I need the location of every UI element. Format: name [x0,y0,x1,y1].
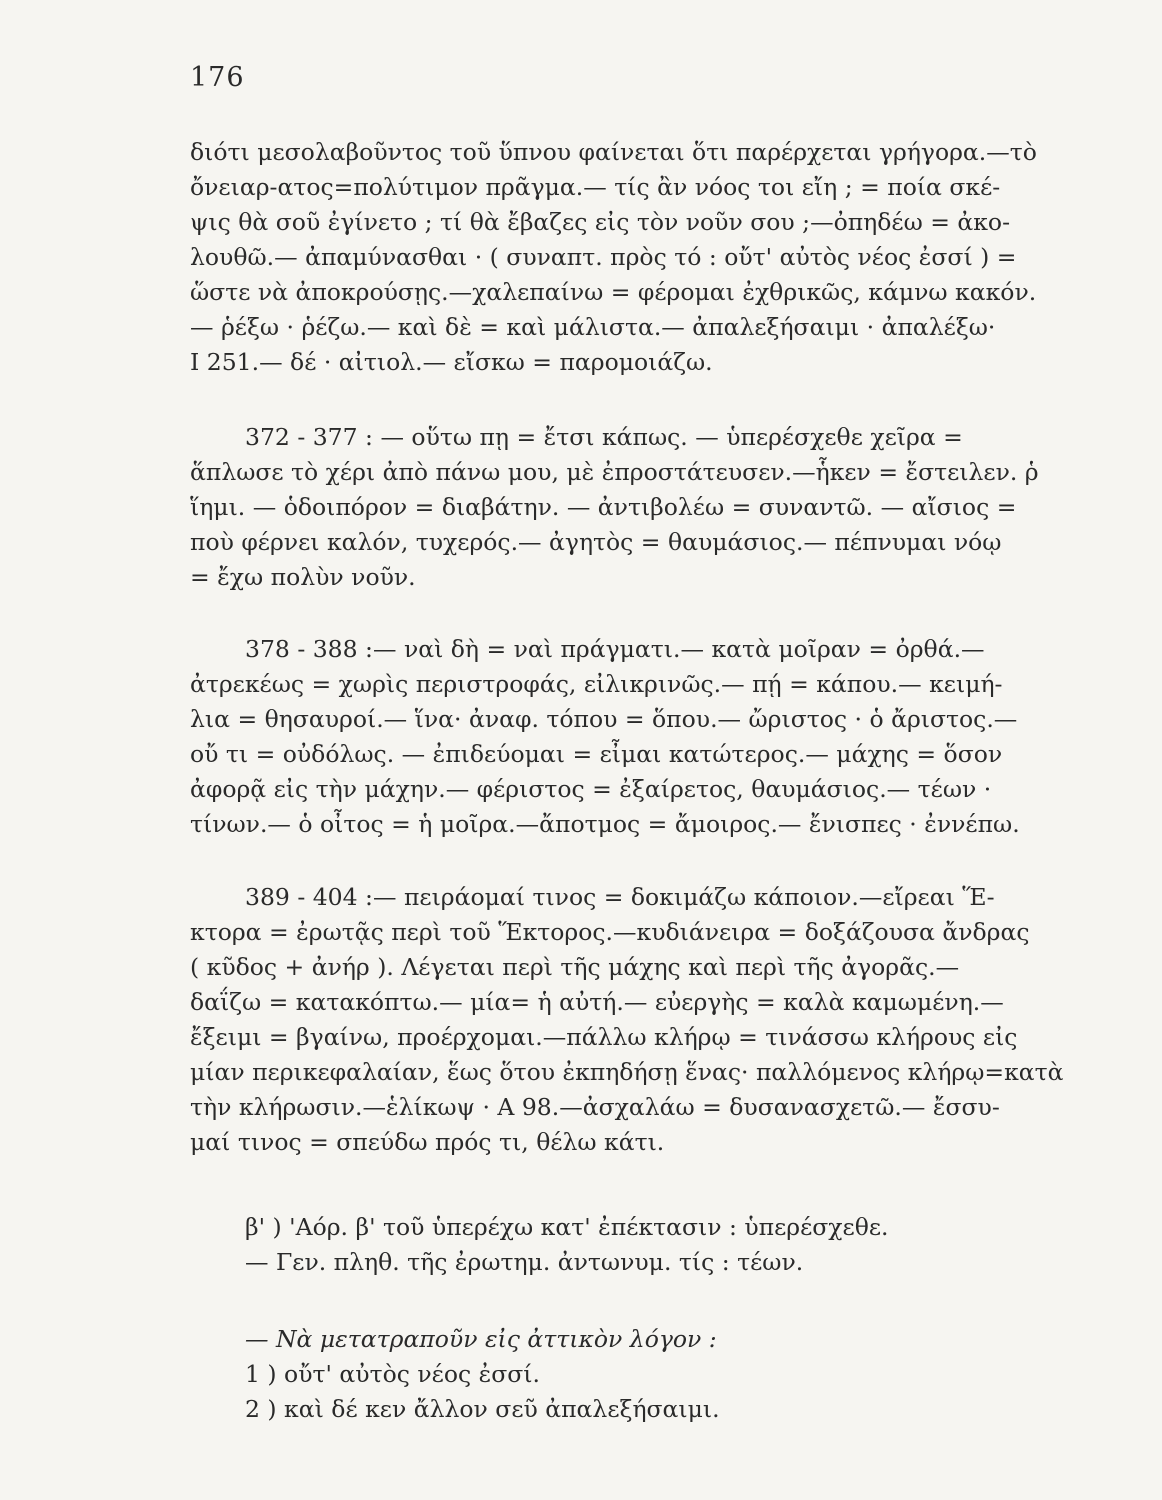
paragraph-2 [190,420,1060,595]
paragraph-3 [190,632,1060,842]
text-line: Ι 251.— δέ · αἰτιολ.— εἴσκω = παρομοιάζω. [190,348,713,376]
text-line: τίνων.— ὁ οἶτος = ἡ μοῖρα.—ἄποτμος = ἄμοιρος.— ἔνισπες · ἐννέπω. [190,810,1020,838]
text-line: τὴν κλήρωσιν.—ἑλίκωψ · Α 98.—ἀσχαλάω = δυσανασχετῶ.— ἔσσυ- [190,1093,1000,1121]
text-line: ἀφορᾷ εἰς τὴν μάχην.— φέριστος = ἐξαίρετος, θαυμάσιος.— τέων · [190,775,992,803]
text-line: λια = θησαυροί.— ἵνα· ἀναφ. τόπου = ὅπου.— ὤριστος · ὁ ἄριστος.— [190,705,1018,733]
text-line: ἔξειμι = βγαίνω, προέρχομαι.—πάλλω κλήρῳ = τινάσσω κλήρους εἰς [190,1023,1018,1051]
text-line: οὔ τι = οὐδόλως. — ἐπιδεύομαι = εἶμαι κατώτερος.— μάχης = ὅσον [190,740,1003,768]
exercise-item: 1 ) οὔτ' αὐτὸς νέος ἐσσί. [245,1360,540,1388]
text-line: = ἔχω πολὺν νοῦν. [190,563,416,591]
page-number: 176 [190,62,245,93]
notes [245,1210,1125,1280]
text-line: 389 - 404 :— πειράομαί τινος = δοκιμάζω κάποιον.—εἴρεαι Ἕ- [245,883,995,911]
exercise-heading: — Νὰ μετατραποῦν εἰς ἀττικὸν λόγον : [245,1325,717,1353]
text-line: ἅπλωσε τὸ χέρι ἀπὸ πάνω μου, μὲ ἐπροστάτευσεν.—ἧκεν = ἔστειλεν. ῥ [190,458,1039,486]
note-line: — Γεν. πληθ. τῆς ἐρωτημ. ἀντωνυμ. τίς : τέων. [245,1248,804,1276]
note-line: β' ) 'Αόρ. β' τοῦ ὑπερέχω κατ' ἐπέκτασιν : ὑπερέσχεθε. [245,1213,889,1241]
exercise [245,1322,1125,1427]
text-line: ψις θὰ σοῦ ἐγίνετο ; τί θὰ ἔβαζες εἰς τὸν νοῦν σου ;—ὀπηδέω = ἀκο- [190,208,1011,236]
text-line: κτορα = ἐρωτᾷς περὶ τοῦ Ἕκτορος.—κυδιάνειρα = δοξάζουσα ἄνδρας [190,918,1030,946]
text-line: ὄνειαρ-ατος=πολύτιμον πρᾶγμα.— τίς ἂν νόος τοι εἴη ; = ποία σκέ- [190,173,1001,201]
text-line: μίαν περικεφαλαίαν, ἕως ὅτου ἐκπηδήσῃ ἕνας· παλλόμενος κλήρῳ=κατὰ [190,1058,1064,1086]
paragraph-1 [190,135,1060,380]
text-line: 378 - 388 :— ναὶ δὴ = ναὶ πράγματι.— κατὰ μοῖραν = ὀρθά.— [245,635,985,663]
exercise-item: 2 ) καὶ δέ κεν ἄλλον σεῦ ἀπαλεξήσαιμι. [245,1395,720,1423]
text-line: — ῥέξω · ῥέζω.— καὶ δὲ = καὶ μάλιστα.— ἀπαλεξήσαιμι · ἀπαλέξω· [190,313,996,341]
text-line: ( κῦδος + ἀνήρ ). Λέγεται περὶ τῆς μάχης καὶ περὶ τῆς ἀγορᾶς.— [190,953,960,981]
text-line: ἵημι. — ὁδοιπόρον = διαβάτην. — ἀντιβολέω = συναντῶ. — αἴσιος = [190,493,1017,521]
text-line: δαΐζω = κατακόπτω.— μία= ἡ αὐτή.— εὐεργὴς = καλὰ καμωμένη.— [190,988,1004,1016]
paragraph-4 [190,880,1064,1160]
text-line: μαί τινος = σπεύδω πρός τι, θέλω κάτι. [190,1128,665,1156]
text-line: λουθῶ.— ἀπαμύνασθαι · ( συναπτ. πρὸς τό : οὔτ' αὐτὸς νέος ἐσσί ) = [190,243,1017,271]
text-line: ὥστε νὰ ἀποκρούσῃς.—χαλεπαίνω = φέρομαι ἐχθρικῶς, κάμνω κακόν. [190,278,1037,306]
text-line: 372 - 377 : — οὕτω πῃ = ἔτσι κάπως. — ὑπερέσχεθε χεῖρα = [245,423,963,451]
text-line: διότι μεσολαβοῦντος τοῦ ὕπνου φαίνεται ὅτι παρέρχεται γρήγορα.—τὸ [190,138,1037,166]
text-line: ἀτρεκέως = χωρὶς περιστροφάς, εἰλικρινῶς.— πῄ = κάπου.— κειμή- [190,670,1003,698]
text-line: ποὺ φέρνει καλόν, τυχερός.— ἀγητὸς = θαυμάσιος.— πέπνυμαι νόῳ [190,528,1002,556]
